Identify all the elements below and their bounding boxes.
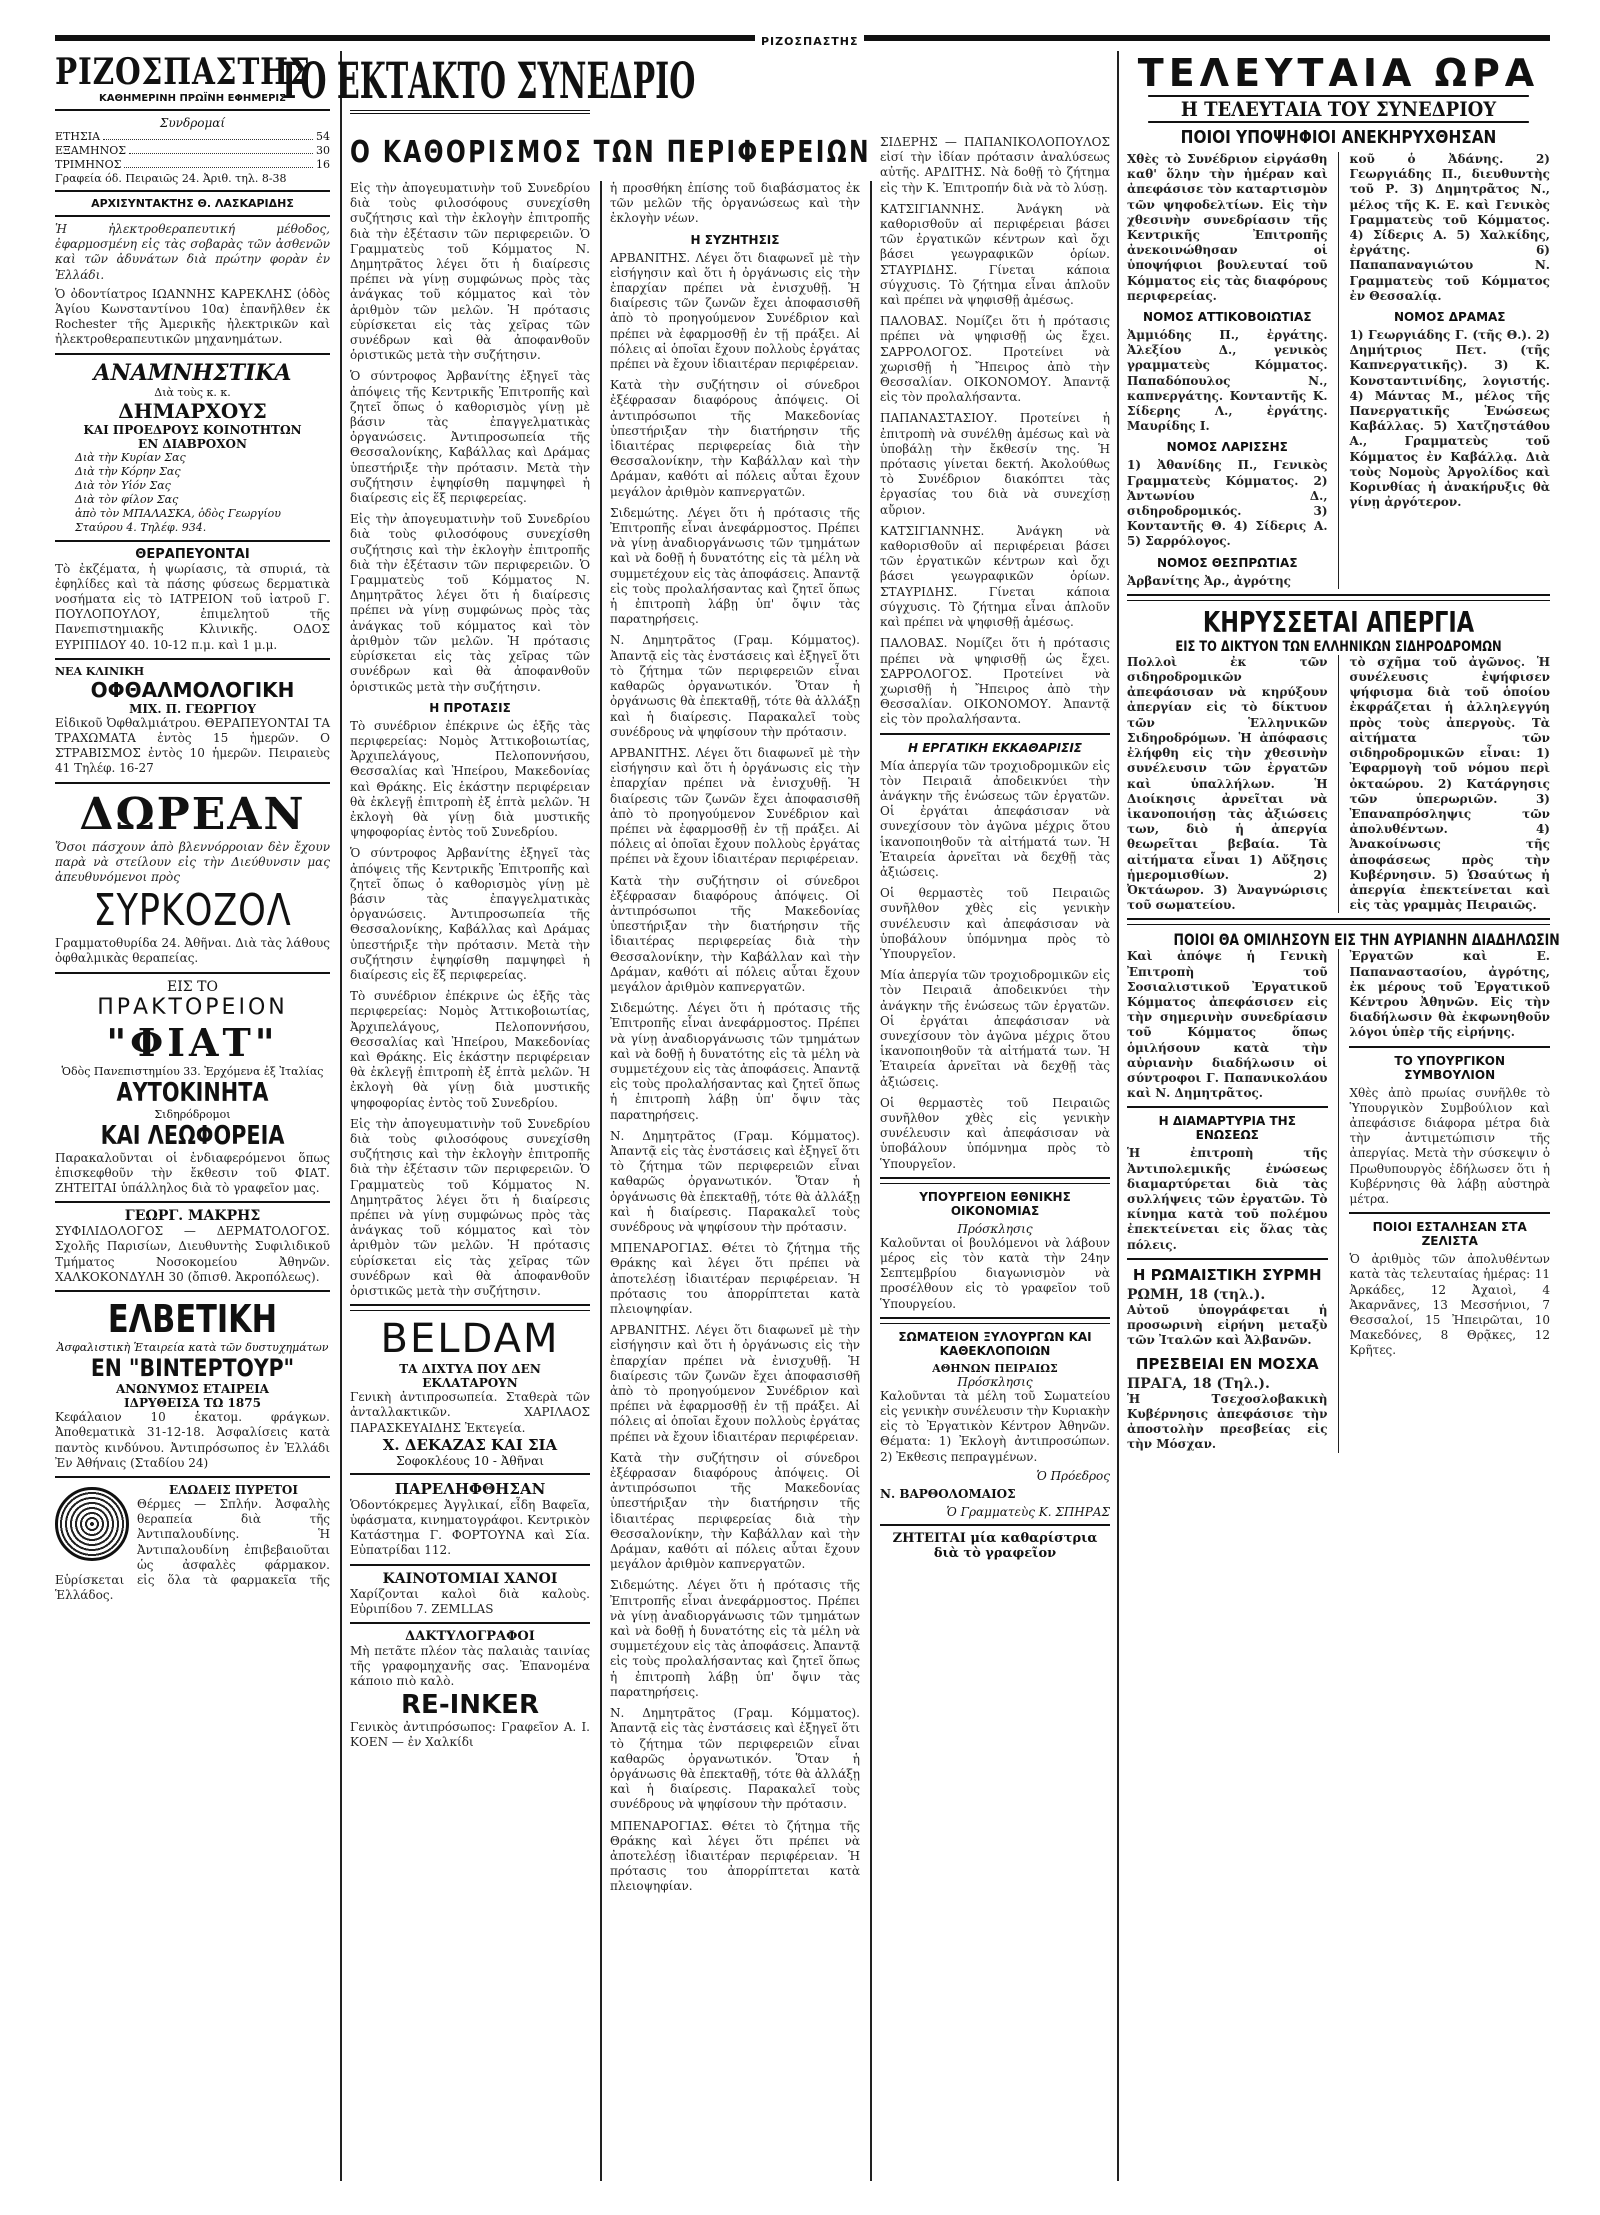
- section-heading-protest: Η ΔΙΑΜΑΡΤΥΡΙΑ ΤΗΣ ΕΝΩΣΕΩΣ: [1158, 1114, 1296, 1143]
- headline-last-hour: ΤΕΛΕΥΤΑΙΑ ΩΡΑ: [1137, 51, 1540, 95]
- article-paragraph: Ἐργατῶν καὶ Ε. Παπαναστασίου, ἀγρότης, ἐκ μέρους τοῦ Ἐργατικοῦ Κέντρου Ἀθηνῶν. Εἰς τὴν διαδήλωσιν θὰ ἐκφωνηθοῦν λόγοι ὑπὲρ τῆς εἰρήνης.: [1349, 949, 1550, 1040]
- ad-heading-reinker: RE-INKER: [401, 1689, 539, 1720]
- column-2-body: Εἰς τὴν ἀπογευματινὴν τοῦ Συνεδρίου διὰ τοὺς φιλοσόφους συνεχίσθη συζήτησις καὶ τὴν ἐκλογὴν ἐπιτροπῆς διὰ τὴν ἐξέτασιν τῶν περιφερειῶν. Ὁ Γραμματεὺς τοῦ Κόμματος Ν. Δημητρᾶτος λέγει ὅτι ἡ διαίρεσις πρέπει νὰ γίνῃ συμφώνως πρὸς τὰς ἀνάγκας τοῦ κόμματος καὶ τὸν ἀριθμὸν τῶν μελῶν. Ἡ πρότασις εὑρίσκεται εἰς τὰς χεῖρας τῶν συνέδρων καὶ θὰ ἀποφανθοῦν ὁριστικῶς μετὰ τὴν συζήτησιν. Ὁ σύντροφος Ἀρβανίτης ἐξηγεῖ τὰς ἀπόψεις τῆς Κεντρικῆς Ἐπιτροπῆς καὶ ζητεῖ ὅπως ὁ καθορισμὸς γίνῃ μὲ βάσιν τὰς ἐπαγγελματικὰς ὀργανώσεις. Ἀντιπροσωπεία τῆς Θεσσαλονίκης, Καβάλλας καὶ Δράμας ὑπεστήριξε τὴν πρότασιν. Μετὰ τὴν συζήτησιν ἐψηφίσθη παμψηφεὶ ἡ διαίρεσις εἰς ἕξ περιφερείας. Εἰς τὴν ἀπογευματινὴν τοῦ Συνεδρίου διὰ τοὺς φιλοσόφους συνεχίσθη συζήτησις καὶ τὴν ἐκλογὴν ἐπιτροπῆς διὰ τὴν ἐξέτασιν τῶν περιφερειῶν. Ὁ Γραμματεὺς τοῦ Κόμματος Ν. Δημητρᾶτος λέγει ὅτι ἡ διαίρεσις πρέπει νὰ γίνῃ συμφώνως πρὸς τὰς ἀνάγκας τοῦ κόμματος καὶ τὸν ἀριθμὸν τῶν μελῶν. Ἡ πρότασις εὑρίσκεται εἰς τὰς χεῖρας τῶν συνέδρων καὶ θὰ ἀποφανθοῦν ὁριστικῶς μετὰ τὴν συζήτησιν. Η ΠΡΟΤΑΣΙΣ Τὸ συνέδριον ἐπέκρινε ὡς ἑξῆς τὰς περιφερείας: Νομὸς Ἀττικοβοιωτίας, Ἀρχιπελάγους, Πελοποννήσου, Θεσσαλίας καὶ Ἠπείρου, Μακεδονίας καὶ Θράκης. Εἰς ἑκάστην περιφέρειαν θὰ ἐκλεγῇ ἐπιτροπὴ ἐξ ἑπτὰ μελῶν. Ἡ ἐκλογὴ θὰ γίνῃ διὰ μυστικῆς ψηφοφορίας ἐντὸς τοῦ Συνεδρίου. Ὁ σύντροφος Ἀρβανίτης ἐξηγεῖ τὰς ἀπόψεις τῆς Κεντρικῆς Ἐπιτροπῆς καὶ ζητεῖ ὅπως ὁ καθορισμὸς γίνῃ μὲ βάσιν τὰς ἐπαγγελματικὰς ὀργανώσεις. Ἀντιπροσωπεία τῆς Θεσσαλονίκης, Καβάλλας καὶ Δράμας ὑπεστήριξε τὴν πρότασιν. Μετὰ τὴν συζήτησιν ἐψηφίσθη παμψηφεὶ ἡ διαίρεσις εἰς ἕξ περιφερείας. Τὸ συνέδριον ἐπέκρινε ὡς ἑξῆς τὰς περιφερείας: Νομὸς Ἀττικοβοιωτίας, Ἀρχιπελάγους, Πελοποννήσου, Θεσσαλίας καὶ Ἠπείρου, Μακεδονίας καὶ Θράκης. Εἰς ἑκάστην περιφέρειαν θὰ ἐκλεγῇ ἐπιτροπὴ ἐξ ἑπτὰ μελῶν. Ἡ ἐκλογὴ θὰ γίνῃ διὰ μυστικῆς ψηφοφορίας ἐντὸς τοῦ Συνεδρίου. Εἰς τὴν ἀπογευματινὴν τοῦ Συνεδρίου διὰ τοὺς φιλοσόφους συνεχίσθη συζήτησις καὶ τὴν ἐκλογὴν ἐπιτροπῆς διὰ τὴν ἐξέτασιν τῶν περιφερειῶν. Ὁ Γραμματεὺς τοῦ Κόμματος Ν. Δημητρᾶτος λέγει ὅτι ἡ διαίρεσις πρέπει νὰ γίνῃ συμφώνως πρὸς τὰς ἀνάγκας τοῦ κόμματος καὶ τὸν ἀριθμὸν τῶν μελῶν. Ἡ πρότασις εὑρίσκεται εἰς τὰς χεῖρας τῶν συνέδρων καὶ θὰ ἀποφανθοῦν ὁριστικῶς μετὰ τὴν συζήτησιν. BELDAM ΤΑ ΔΙΧΤΥΑ ΠΟΥ ΔΕΝ ΕΚΛΑΤΑΡΟΥΝ Γενικὴ ἀντιπροσωπεία. Σταθερὰ τῶν ἀνταλλακτικῶν. ΧΑΡΙΛΑΟΣ ΠΑΡΑΣΚΕΥΑΙΔΗΣ Ἐκτεγεία. Χ. ΔΕΚΑΖΑΣ ΚΑΙ ΣΙΑ Σοφοκλέους 10 - Ἀθῆναι ΠΑΡΕΛΗΦΘΗΣΑΝ Ὁδοντόκρεμες Ἀγγλικαί, εἶδη Βαφεῖα, ὑφάσματα, κινηματογράφοι. Κεντρικὸν Κατάστημα Γ. ΦΟΡΤΟΥΝΑ καὶ Σία. Εὐπατρίδαι 112. ΚΑΙΝΟΤΟΜΙΑΙ ΧΑΝΟΙ Χαρίζονται καλοὶ διὰ καλοὺς. Εὐριπίδου 7. ZEMLLAS ΔΑΚΤΥΛΟΓΡΑΦΟΙ Μὴ πετᾶτε πλέον τὰς παλαιὰς ταινίας τῆς γραφομηχανῆς σας. Ἐπανομένα κάποιο πιὸ καλὸ. RE-INKER Γενικὸς ἀντιπρόσωπος: Γραφεῖον Α. Ι. ΚΟΕΝ — ἐν Χαλκίδι: [350, 181, 590, 1749]
- article-paragraph: Χθὲς τὸ Συνέδριον εἰργάσθη καθ' ὅλην τὴν ἡμέραν καὶ ἀπεφάσισε τὸν καταρτισμὸν τῶν ψηφοδελτίων. Εἰς τὴν χθεσινὴν συνεδρίασιν τῆς Κεντρικῆς Ἐπιτροπῆς ἀνεκοινώθησαν οἱ ὑποψήφιοι βουλευταί τοῦ Κόμματος εἰς τὰς διαφόρους περιφερείας.: [1127, 152, 1328, 303]
- ad-ophthalmology: Εἰδικοῦ Ὀφθαλμιάτρου. ΘΕΡΑΠΕΥΟΝΤΑΙ ΤΑ ΤΡΑΧΩΜΑΤΑ ἐντὸς 15 ἡμερῶν. Ο ΣΤΡΑΒΙΣΜΟΣ ἐντὸς 10 ἡμερῶν. Πειραιεὺς 41 Τηλέφ. 16-27: [55, 715, 330, 776]
- article-paragraph: Ὁ ἀριθμὸς τῶν ἀπολυθέντων κατὰ τὰς τελευταίας ἡμέρας: 11 Ἀρκάδες, 12 Ἀχαιοὶ, 4 Ἀκαρνᾶνες, 13 Μεσσήνιοι, 7 Θεσσαλοί, 15 Ἠπειρῶται, 10 Μακεδόνες, 8 Θρᾷκες, 12 Κρῆτες.: [1349, 1252, 1550, 1358]
- column-rule: [1117, 51, 1119, 2181]
- main-subheadline: Ο ΚΑΘΟΡΙΣΜΟΣ ΤΩΝ ΠΕΡΙΦΕΡΕΙΩΝ: [350, 135, 871, 170]
- article-paragraph: ΚΑΤΣΙΓΙΑΝΝΗΣ. Ἀνάγκη νὰ καθορισθοῦν αἱ περιφέρειαι βάσει τῶν ἐργατικῶν κέντρων καὶ ὄχι βάσει γεωγραφικῶν ὁρίων. ΣΤΑΥΡΙΔΗΣ. Γίνεται κάποια σύγχυσις. Τὸ ζήτημα εἶναι ἁπλοῦν καὶ πρέπει νὰ ψηφισθῇ ἀμέσως.: [880, 201, 1110, 308]
- subscription-row: ΕΤΗΣΙΑ 54: [55, 130, 330, 143]
- article-paragraph: ΑΡΒΑΝΙΤΗΣ. Λέγει ὅτι διαφωνεῖ μὲ τὴν εἰσήγησιν καὶ ὅτι ἡ ὀργάνωσις εἰς τὴν ἐπαρχίαν πρέπει νὰ ἐνισχυθῇ. Ἡ διαίρεσις τῶν ζωνῶν ἔχει ἀποφασισθῆ ἀπὸ τὸ προηγούμενον Συνέδριον καὶ πρέπει νὰ ἐφαρμοσθῇ ἐν τῇ πράξει. Αἱ πόλεις αἱ ὁποῖαι ἔχουν πολλοὺς ἐργάτας πρέπει νὰ ἔχουν ἰδιαιτέραν περιφέρειαν.: [610, 745, 860, 867]
- ad-fiat: Παρακαλοῦνται οἱ ἐνδιαφερόμενοι ὅπως ἐπισκεφθοῦν τὴν ἔκθεσιν τοῦ ΦΙΑΤ. ΖΗΤΕΙΤΑΙ ὑπάλληλος διὰ τὸ γραφεῖον μας.: [55, 1150, 330, 1196]
- candidate-list: Ἀρβανίτης Ἀρ., ἀγρότης: [1127, 573, 1291, 588]
- ad-heading-helvetia: ΕΛΒΕΤΙΚΗ: [107, 1297, 278, 1342]
- subscriptions-title: Συνδρομαί: [159, 116, 226, 130]
- seal-icon: [55, 1487, 129, 1561]
- ad-novelties: Χαρίζονται καλοὶ διὰ καλοὺς. Εὐριπίδου 7. ZEMLLAS: [350, 1586, 590, 1616]
- article-paragraph: ΠΑΛΟΒΑΣ. Νομίζει ὅτι ἡ πρότασις πρέπει νὰ ψηφισθῇ ὡς ἔχει. ΣΑΡΡΟΛΟΓΟΣ. Προτείνει νὰ χωρισθῇ ἡ Ἤπειρος ἀπὸ τὴν Θεσσαλίαν. ΟΙΚΟΝΟΜΟΥ. Ἀπαντᾷ εἰς τὸν προλαλήσαντα.: [880, 636, 1110, 727]
- ad-makris: ΣΥΦΙΛΙΔΟΛΟΓΟΣ — ΔΕΡΜΑΤΟΛΟΓΟΣ. Σχολῆς Παρισίων, Διευθυντὴς Συφιλιδικοῦ Τμήματος Νοσοκομείου Ἀθηνῶν. ΧΑΛΚΟΚΟΝΔΥΛΗ 30 (ὄπισθ. Ἀκροπόλεως).: [55, 1224, 330, 1284]
- article-paragraph: Ἡ ἐπιτροπὴ τῆς Ἀντιπολεμικῆς ἑνώσεως διαμαρτύρεται διὰ τὰς συλλήψεις τῶν ἐργατῶν. Τὸ κίνημα κατὰ τοῦ πολέμου ἐπεκτείνεται εἰς ὅλας τὰς πόλεις.: [1127, 1146, 1328, 1252]
- column-rule: [870, 181, 872, 2181]
- paper-subtitle: ΚΑΘΗΜΕΡΙΝΗ ΠΡΩΪΝΗ ΕΦΗΜΕΡΙΣ: [99, 93, 286, 104]
- candidates-section: [1127, 152, 1550, 589]
- section-heading-moscow: ΠΡΕΣΒΕΙΑΙ ΕΝ ΜΟΣΧΑ: [1135, 1354, 1319, 1373]
- ad-heading-syrkozol: ΣΥΡΚΟΖΟΛ: [93, 885, 292, 937]
- article-paragraph: Ὁ σύντροφος Ἀρβανίτης ἐξηγεῖ τὰς ἀπόψεις τῆς Κεντρικῆς Ἐπιτροπῆς καὶ ζητεῖ ὅπως ὁ καθορισμὸς γίνῃ μὲ βάσιν τὰς ἐπαγγελματικὰς ὀργανώσεις. Ἀντιπροσωπεία τῆς Θεσσαλονίκης, Καβάλλας καὶ Δράμας ὑπεστήριξε τὴν πρότασιν. Μετὰ τὴν συζήτησιν ἐψηφίσθη παμψηφεὶ ἡ διαίρεσις εἰς ἕξ περιφερείας.: [350, 846, 590, 982]
- column-rule: [1338, 152, 1340, 589]
- article-paragraph: Καὶ ἀπόψε ἡ Γενικὴ Ἐπιτροπὴ τοῦ Σοσιαλιστικοῦ Ἐργατικοῦ Κόμματος ἀπεφάσισεν εἰς τὴν σημερινὴν συνεδρίασιν τοῦ Κόμματος ὅπως ὁμιλήσουν κατὰ τὴν αὐριανὴν διαδήλωσιν οἱ σύντροφοι Γ. Παπανικολάου καὶ Ν. Δημητρᾶτος.: [1127, 949, 1328, 1101]
- article-paragraph: Εἰς τὴν ἀπογευματινὴν τοῦ Συνεδρίου διὰ τοὺς φιλοσόφους συνεχίσθη συζήτησις καὶ τὴν ἐκλογὴν ἐπιτροπῆς διὰ τὴν ἐξέτασιν τῶν περιφερειῶν. Ὁ Γραμματεὺς τοῦ Κόμματος Ν. Δημητρᾶτος λέγει ὅτι ἡ διαίρεσις πρέπει νὰ γίνῃ συμφώνως πρὸς τὰς ἀνάγκας τοῦ κόμματος καὶ τὸν ἀριθμὸν τῶν μελῶν. Ἡ πρότασις εὑρίσκεται εἰς τὰς χεῖρας τῶν συνέδρων καὶ θὰ ἀποφανθοῦν ὁριστικῶς μετὰ τὴν συζήτησιν.: [350, 181, 590, 363]
- ad-electrotherapy: Ἡ ἠλεκτροθεραπευτική μέθοδος, ἐφαρμοσμένη εἰς τὰς σοβαρὰς τῶν ἀσθενῶν καὶ τῶν ἀδυνάτων διὰ πρώτην φορὰν ἐν Ἑλλάδι.: [55, 222, 330, 282]
- ad-heading-novelties: ΚΑΙΝΟΤΟΜΙΑΙ ΧΑΝΟΙ: [382, 1570, 558, 1587]
- article-paragraph: ΑΡΒΑΝΙΤΗΣ. Λέγει ὅτι διαφωνεῖ μὲ τὴν εἰσήγησιν καὶ ὅτι ἡ ὀργάνωσις εἰς τὴν ἐπαρχίαν πρέπει νὰ ἐνισχυθῇ. Ἡ διαίρεσις τῶν ζωνῶν ἔχει ἀποφασισθῆ ἀπὸ τὸ προηγούμενον Συνέδριον καὶ πρέπει νὰ ἐφαρμοσθῇ ἐν τῇ πράξει. Αἱ πόλεις αἱ ὁποῖαι ἔχουν πολλοὺς ἐργάτας πρέπει νὰ ἔχουν ἰδιαιτέραν περιφέρειαν.: [610, 250, 860, 372]
- article-paragraph: Σιδεμώτης. Λέγει ὅτι ἡ πρότασις τῆς Ἐπιτροπῆς εἶναι ἀνεφάρμοστος. Πρέπει νὰ γίνῃ ἀναδιοργάνωσις τῶν τμημάτων καὶ νὰ δοθῇ ἡ δυνατότης εἰς τὰ μέλη νὰ συμμετέχουν εἰς τὰς ἀποφάσεις. Ἀπαντᾷ εἰς τοὺς προλαλήσαντας καὶ ζητεῖ ὅπως ἡ ἐπιτροπὴ λάβῃ ὑπ' ὄψιν τὰς παρατηρήσεις.: [610, 1578, 860, 1699]
- headline-last-session: Η ΤΕΛΕΥΤΑΙΑ ΤΟΥ ΣΥΝΕΔΡΙΟΥ: [1148, 95, 1529, 123]
- article-paragraph: Ν. Δημητρᾶτος (Γραμ. Κόμματος). Ἀπαντᾷ εἰς τὰς ἐνστάσεις καὶ ἐξηγεῖ ὅτι τὸ ζήτημα τῶν περιφερειῶν εἶναι καθαρῶς ὀργανωτικόν. Ὅταν ἡ ὀργάνωσις θὰ ἐπεκταθῇ, τότε θὰ ἀλλάξῃ καὶ ἡ διαίρεσις. Παρακαλεῖ τοὺς συνέδρους νὰ ψηφίσουν τὴν πρότασιν.: [610, 633, 860, 739]
- candidate-list: 1) Ἀθανίδης Π., Γενικὸς Γραμματεὺς Κόμματος. 2) Ἀντωνίου Δ., σιδηροδρομικός. 3) Κονταντῆς Θ. 4) Σίδερις Α. 5) Σαρρόλογος.: [1127, 458, 1328, 549]
- section-heading-rome: Η ΡΩΜΑΙΣΤΙΚΗ ΣΥΡΜΗ: [1132, 1265, 1322, 1284]
- article-paragraph: Εἰς τὴν ἀπογευματινὴν τοῦ Συνεδρίου διὰ τοὺς φιλοσόφους συνεχίσθη συζήτησις καὶ τὴν ἐκλογὴν ἐπιτροπῆς διὰ τὴν ἐξέτασιν τῶν περιφερειῶν. Ὁ Γραμματεὺς τοῦ Κόμματος Ν. Δημητρᾶτος λέγει ὅτι ἡ διαίρεσις πρέπει νὰ γίνῃ συμφώνως πρὸς τὰς ἀνάγκας τοῦ κόμματος καὶ τὸν ἀριθμὸν τῶν μελῶν. Ἡ πρότασις εὑρίσκεται εἰς τὰς χεῖρας τῶν συνέδρων καὶ θὰ ἀποφανθοῦν ὁριστικῶς μετὰ τὴν συζήτησιν.: [350, 1116, 590, 1299]
- article-paragraph: Οἱ θερμαστὲς τοῦ Πειραιῶς συνῆλθον χθὲς εἰς γενικὴν συνέλευσιν καὶ ἀπεφάσισαν νὰ ὑποβάλουν ὑπόμνημα πρὸς τὸ Ὑπουργεῖον.: [880, 1095, 1110, 1171]
- section-heading-epirus: ΝΟΜΟΣ ΘΕΣΠΡΩΤΙΑΣ: [1156, 555, 1298, 570]
- section-heading-worker-settlement: Η ΕΡΓΑΤΙΚΗ ΕΚΚΑΘΑΡΙΣΙΣ: [907, 740, 1082, 755]
- dateline-prague: ΠΡΑΓΑ, 18 (Τηλ.).: [1127, 1375, 1270, 1392]
- ad-heading-free: ΔΩΡΕΑΝ: [79, 788, 306, 840]
- section-heading-dismissed: ΠΟΙΟΙ ΕΣΤΑΛΗΣΑΝ ΣΤΑ ΖΕΛΙΣΤΑ: [1372, 1220, 1527, 1249]
- notice-heading-union: ΣΩΜΑΤΕΙΟΝ ΞΥΛΟΥΡΓΩΝ ΚΑΙ ΚΑΘΕΚΛΟΠΟΙΩΝ: [898, 1329, 1092, 1358]
- ad-heading-makris: ΓΕΩΡΓ. ΜΑΚΡΗΣ: [124, 1208, 261, 1225]
- editor-in-chief: ΑΡΧΙΣΥΝΤΑΚΤΗΣ Θ. ΛΑΣΚΑΡΙΔΗΣ: [91, 197, 294, 210]
- headline-strike: ΚΗΡΥΣΣΕΤΑΙ ΑΠΕΡΓΙΑ: [1202, 605, 1475, 639]
- office-address: Γραφεία όδ. Πειραιῶς 24. Ἀριθ. τηλ. 8-38: [55, 172, 287, 185]
- headline-candidates: ΠΟΙΟΙ ΥΠΟΨΗΦΙΟΙ ΑΝΕΚΗΡΥΧΘΗΣΑΝ: [1180, 127, 1497, 148]
- commemoratives-list: Διὰ τὴν Κυρίαν Σας Διὰ τὴν Κόρην Σας Διὰ τὸν Υἱόν Σας Διὰ τὸν φίλον Σας ἀπὸ τὸν ΜΠΑΛΑΣΚΑ, ὁδὸς Γεωργίου Σταύρου 4. Τηλέφ. 934.: [75, 450, 281, 534]
- ad-malaria: ΕΛΩΔΕΙΣ ΠΥΡΕΤΟΙ Θέρμες — Σπλήν. Ἀσφαλὴς θεραπεία διὰ τῆς Ἀντιπαλουδίνης. Ἡ Ἀντιπαλουδίνη ἐπιβεβαιοῦται ὡς ἀσφαλὲς φάρμακον. Εὑρίσκεται εἰς ὅλα τὰ φαρμακεῖα τῆς Ἑλλάδος.: [55, 1482, 330, 1603]
- ad-heading-buses: ΚΑΙ ΛΕΩΦΟΡΕΙΑ: [100, 1120, 285, 1151]
- ad-heading-fiat: "ΦΙΑΤ": [106, 1019, 279, 1065]
- article-paragraph: Ὁ σύντροφος Ἀρβανίτης ἐξηγεῖ τὰς ἀπόψεις τῆς Κεντρικῆς Ἐπιτροπῆς καὶ ζητεῖ ὅπως ὁ καθορισμὸς γίνῃ μὲ βάσιν τὰς ἐπαγγελματικὰς ὀργανώσεις. Ἀντιπροσωπεία τῆς Θεσσαλονίκης, Καβάλλας καὶ Δράμας ὑπεστήριξε τὴν πρότασιν. Μετὰ τὴν συζήτησιν ἐψηφίσθη παμψηφεὶ ἡ διαίρεσις εἰς ἕξ περιφερείας.: [350, 369, 590, 506]
- ad-dentist: Ὁ ὀδοντίατρος ΙΩΑΝΝΗΣ ΚΑΡΕΚΛΗΣ (ὁδὸς Ἁγίου Κωνσταντίνου 10α) ἐπανῆλθεν ἐκ Rochester τῆς Ἀμερικῆς ἠλεκτρικῶν καὶ ἠλεκτροθεραπευτικῶν μηχανημάτων.: [55, 286, 330, 347]
- ad-winterthur: Κεφάλαιον 10 ἑκατομ. φράγκων. Ἀποθεματικὰ 31-12-18. Ἀσφαλίσεις κατὰ παντὸς κινδύνου. Ἀντιπρόσωπος ἐν Ἑλλάδι Ἐν Ἀθήναις (Σταδίου 24): [55, 1410, 330, 1470]
- article-paragraph: ΜΠΕΝΑΡΟΓΙΑΣ. Θέτει τὸ ζήτημα τῆς Θράκης καὶ λέγει ὅτι πρέπει νὰ ἀποτελέσῃ ἰδιαιτέραν περιφέρειαν. Ἡ πρότασις του ἀπορρίπτεται κατὰ πλειοψηφίαν.: [610, 1818, 860, 1894]
- ad-reinker: Γενικὸς ἀντιπρόσωπος: Γραφεῖον Α. Ι. ΚΟΕΝ — ἐν Χαλκίδι: [350, 1719, 590, 1749]
- newspaper-page: [55, 35, 1560, 2185]
- article-paragraph: Σιδεμώτης. Λέγει ὅτι ἡ πρότασις τῆς Ἐπιτροπῆς εἶναι ἀνεφάρμοστος. Πρέπει νὰ γίνῃ ἀναδιοργάνωσις τῶν τμημάτων καὶ νὰ δοθῇ ἡ δυνατότης εἰς τὰ μέλη νὰ συμμετέχουν εἰς τὰς ἀποφάσεις. Ἀπαντᾷ εἰς τοὺς προλαλήσαντας καὶ ζητεῖ ὅπως ἡ ἐπιτροπὴ λάβῃ ὑπ' ὄψιν τὰς παρατηρήσεις.: [610, 505, 860, 627]
- signature-president: Ὁ Πρόεδρος: [1036, 1468, 1110, 1483]
- section-heading-drama: ΝΟΜΟΣ ΔΡΑΜΑΣ: [1393, 310, 1506, 325]
- article-paragraph: ΜΠΕΝΑΡΟΓΙΑΣ. Θέτει τὸ ζήτημα τῆς Θράκης καὶ λέγει ὅτι πρέπει νὰ ἀποτελέσῃ ἰδιαιτέραν περιφέρειαν. Ἡ πρότασις του ἀπορρίπτεται κατὰ πλειοψηφίαν.: [610, 1241, 860, 1317]
- article-paragraph: τὸ σχῆμα τοῦ ἀγῶνος. Ἡ συνέλευσις ἐψήφισεν ψήφισμα διὰ τοῦ ὁποίου ἐκφράζεται ἡ ἀλληλεγγύη πρὸς τοὺς ἀπεργοὺς. Τὰ αἰτήματα τῶν σιδηροδρομικῶν εἶναι: 1) Ἐφαρμογὴ τοῦ νόμου περὶ ὀκταώρου. 2) Κατάργησις τῶν ὑπερωριῶν. 3) Ἐπαναπρόσληψις τῶν ἀπολυθέντων. 4) Ἀνακοίνωσις τῆς ἀποφάσεως πρὸς τὴν Κυβέρνησιν. 5) Ὡσαύτως ἡ ἀπεργία ἐπεκτείνεται καὶ εἰς τὰς γραμμὰς Πειραιῶς.: [1349, 654, 1550, 913]
- notice-union: Καλοῦνται τὰ μέλη τοῦ Σωματείου εἰς γενικὴν συνέλευσιν τὴν Κυριακὴν εἰς τὸ Ἐργατικὸν Κέντρον Ἀθηνῶν. Θέματα: 1) Ἐκλογὴ ἀντιπροσώπων. 2) Ἐκθεσις πεπραγμένων.: [880, 1388, 1110, 1464]
- ad-heading-treatment: ΘΕΡΑΠΕΥΟΝΤΑΙ: [135, 546, 250, 562]
- article-paragraph: Κατὰ τὴν συζήτησιν οἱ σύνεδροι ἐξέφρασαν διαφόρους ἀπόψεις. Οἱ ἀντιπρόσωποι τῆς Μακεδονίας ὑπεστήριξαν τὴν διατήρησιν τῆς ἰδιαιτέρας περιφερείας διὰ τὴν Θεσσαλονίκην, τὴν Καβάλλαν καὶ τὴν Δράμαν, καθότι αἱ πόλεις αὗται ἔχουν μεγάλον ἀριθμὸν καπνεργατῶν.: [610, 1450, 860, 1572]
- main-headline: ΤΟ ΕΚΤΑΚΤΟ ΣΥΝΕΔΡΙΟ: [350, 51, 590, 114]
- article-paragraph: ΠΑΠΑΝΑΣΤΑΣΙΟΥ. Προτείνει ἡ ἐπιτροπὴ νὰ συνέλθῃ ἀμέσως καὶ νὰ ὑποβάλῃ τὴν ἔκθεσίν της. Ἡ πρότασις γίνεται δεκτή. Ἀκολούθως τὸ Συνέδριον διακόπτει τὰς ἐργασίας του διὰ νὰ συνεχίσῃ αὔριον.: [880, 411, 1110, 517]
- article-paragraph: Χθὲς ἀπὸ πρωίας συνῆλθε τὸ Ὑπουργικὸν Συμβούλιον καὶ ἀπεφάσισε διάφορα μέτρα διὰ τὴν ἀντιμετώπισιν τῆς ἀπεργίας. Μετὰ τὴν σύσκεψιν ὁ Πρωθυπουργὸς ἐδήλωσεν ὅτι ἡ Κυβέρνησις θὰ λάβῃ αὐστηρὰ μέτρα.: [1349, 1085, 1550, 1206]
- ad-heading-commemoratives: ΑΝΑΜΝΗΣΤΙΚΑ: [93, 359, 292, 386]
- ad-heading-dekazas: Χ. ΔΕΚΑΖΑΣ ΚΑΙ ΣΙΑ: [382, 1435, 558, 1454]
- column-rule: [340, 51, 342, 2181]
- article-paragraph: Εἰς τὴν ἀπογευματινὴν τοῦ Συνεδρίου διὰ τοὺς φιλοσόφους συνεχίσθη συζήτησις καὶ τὴν ἐκλογὴν ἐπιτροπῆς διὰ τὴν ἐξέτασιν τῶν περιφερειῶν. Ὁ Γραμματεὺς τοῦ Κόμματος Ν. Δημητρᾶτος λέγει ὅτι ἡ διαίρεσις πρέπει νὰ γίνῃ συμφώνως πρὸς τὰς ἀνάγκας τοῦ κόμματος καὶ τὸν ἀριθμὸν τῶν μελῶν. Ἡ πρότασις εὑρίσκεται εἰς τὰς χεῖρας τῶν συνέδρων καὶ θὰ ἀποφανθοῦν ὁριστικῶς μετὰ τὴν συζήτησιν.: [350, 512, 590, 694]
- column-4: ΣΙΔΕΡΗΣ — ΠΑΠΑΝΙΚΟΛΟΠΟΥΛΟΣ εἰσί τὴν ἰδίαν πρότασιν ἀναλύσεως αὐτῆς. ΑΡΔΙΤΗΣ. Νὰ δοθῇ τὸ ζήτημα εἰς τὴν Κ. Ἐπιτροπήν διὰ νὰ τὸ λύσῃ. ΚΑΤΣΙΓΙΑΝΝΗΣ. Ἀνάγκη νὰ καθορισθοῦν αἱ περιφέρειαι βάσει τῶν ἐργατικῶν κέντρων καὶ ὄχι βάσει γεωγραφικῶν ὁρίων. ΣΤΑΥΡΙΔΗΣ. Γίνεται κάποια σύγχυσις. Τὸ ζήτημα εἶναι ἁπλοῦν καὶ πρέπει νὰ ψηφισθῇ ἀμέσως. ΠΑΛΟΒΑΣ. Νομίζει ὅτι ἡ πρότασις πρέπει νὰ ψηφισθῇ ὡς ἔχει. ΣΑΡΡΟΛΟΓΟΣ. Προτείνει νὰ χωρισθῇ ἡ Ἤπειρος ἀπὸ τὴν Θεσσαλίαν. ΟΙΚΟΝΟΜΟΥ. Ἀπαντᾷ εἰς τὸν προλαλήσαντα. ΠΑΠΑΝΑΣΤΑΣΙΟΥ. Προτείνει ἡ ἐπιτροπὴ νὰ συνέλθῃ ἀμέσως καὶ νὰ ὑποβάλῃ τὴν ἔκθεσίν της. Ἡ πρότασις γίνεται δεκτή. Ἀκολούθως τὸ Συνέδριον διακόπτει τὰς ἐργασίας του διὰ νὰ συνεχίσῃ αὔριον. ΚΑΤΣΙΓΙΑΝΝΗΣ. Ἀνάγκη νὰ καθορισθοῦν αἱ περιφέρειαι βάσει τῶν ἐργατικῶν κέντρων καὶ ὄχι βάσει γεωγραφικῶν ὁρίων. ΣΤΑΥΡΙΔΗΣ. Γίνεται κάποια σύγχυσις. Τὸ ζήτημα εἶναι ἁπλοῦν καὶ πρέπει νὰ ψηφισθῇ ἀμέσως. ΠΑΛΟΒΑΣ. Νομίζει ὅτι ἡ πρότασις πρέπει νὰ ψηφισθῇ ὡς ἔχει. ΣΑΡΡΟΛΟΓΟΣ. Προτείνει νὰ χωρισθῇ ἡ Ἤπειρος ἀπὸ τὴν Θεσσαλίαν. ΟΙΚΟΝΟΜΟΥ. Ἀπαντᾷ εἰς τὸν προλαλήσαντα. Η ΕΡΓΑΤΙΚΗ ΕΚΚΑΘΑΡΙΣΙΣ Μία ἀπεργία τῶν τροχιοδρομικῶν εἰς τὸν Πειραιᾶ ἀποδεικνύει τὴν ἀνάγκην τῆς ἑνώσεως τῶν ἐργατῶν. Οἱ ἐργάται ἀπεφάσισαν νὰ συνεχίσουν τὸν ἀγῶνα μέχρις ὅτου ἱκανοποιηθοῦν τὰ αἰτήματά των. Ἡ Ἑταιρεία ἀρνεῖται νὰ δεχθῇ τὰς ἀξιώσεις. Οἱ θερμαστὲς τοῦ Πειραιῶς συνῆλθον χθὲς εἰς γενικὴν συνέλευσιν καὶ ἀπεφάσισαν νὰ ὑποβάλουν ὑπόμνημα πρὸς τὸ Ὑπουργεῖον. Μία ἀπεργία τῶν τροχιοδρομικῶν εἰς τὸν Πειραιᾶ ἀποδεικνύει τὴν ἀνάγκην τῆς ἑνώσεως τῶν ἐργατῶν. Οἱ ἐργάται ἀπεφάσισαν νὰ συνεχίσουν τὸν ἀγῶνα μέχρις ὅτου ἱκανοποιηθοῦν τὰ αἰτήματά των. Ἡ Ἑταιρεία ἀρνεῖται νὰ δεχθῇ τὰς ἀξιώσεις. Οἱ θερμαστὲς τοῦ Πειραιῶς συνῆλθον χθὲς εἰς γενικὴν συνέλευσιν καὶ ἀπεφάσισαν νὰ ὑποβάλουν ὑπόμνημα πρὸς τὸ Ὑπουργεῖον. ΥΠΟΥΡΓΕΙΟΝ ΕΘΝΙΚΗΣ ΟΙΚΟΝΟΜΙΑΣ Πρόσκλησις Καλοῦνται οἱ βουλόμενοι νὰ λάβουν μέρος εἰς τὸν κατὰ τὴν 24ην Σεπτεμβρίου διαγωνισμὸν νὰ προσέλθουν εἰς τὸ γραφεῖον τοῦ Ὑπουργείου. ΣΩΜΑΤΕΙΟΝ ΞΥΛΟΥΡΓΩΝ ΚΑΙ ΚΑΘΕΚΛΟΠΟΙΩΝ ΑΘΗΝΩΝ ΠΕΙΡΑΙΩΣ Πρόσκλησις Καλοῦνται τὰ μέλη τοῦ Σωματείου εἰς γενικὴν συνέλευσιν τὴν Κυριακὴν εἰς τὸ Ἐργατικὸν Κέντρον Ἀθηνῶν. Θέματα: 1) Ἐκλογὴ ἀντιπροσώπων. 2) Ἐκθεσις πεπραγμένων. Ὁ Πρόεδρος Ν. ΒΑΡΘΟΛΟΜΑΙΟΣ Ὁ Γραμματεὺς Κ. ΣΠΗΡΑΣ ΖΗΤΕΙΤΑΙ μία καθαρίστρια διὰ τὸ γραφεῖον: [880, 135, 1110, 1561]
- article-paragraph: Μία ἀπεργία τῶν τροχιοδρομικῶν εἰς τὸν Πειραιᾶ ἀποδεικνύει τὴν ἀνάγκην τῆς ἑνώσεως τῶν ἐργατῶν. Οἱ ἐργάται ἀπεφάσισαν νὰ συνεχίσουν τὸν ἀγῶνα μέχρις ὅτου ἱκανοποιηθοῦν τὰ αἰτήματά των. Ἡ Ἑταιρεία ἀρνεῖται νὰ δεχθῇ τὰς ἀξιώσεις.: [880, 968, 1110, 1089]
- candidates-left: [1127, 152, 1328, 589]
- article-paragraph: Σιδεμώτης. Λέγει ὅτι ἡ πρότασις τῆς Ἐπιτροπῆς εἶναι ἀνεφάρμοστος. Πρέπει νὰ γίνῃ ἀναδιοργάνωσις τῶν τμημάτων καὶ νὰ δοθῇ ἡ δυνατότης εἰς τὰ μέλη νὰ συμμετέχουν εἰς τὰς ἀποφάσεις. Ἀπαντᾷ εἰς τοὺς προλαλήσαντας καὶ ζητεῖ ὅπως ἡ ἐπιτροπὴ λάβῃ ὑπ' ὄψιν τὰς παρατηρήσεις.: [610, 1001, 860, 1122]
- article-paragraph: Οἱ θερμαστὲς τοῦ Πειραιῶς συνῆλθον χθὲς εἰς γενικὴν συνέλευσιν καὶ ἀπεφάσισαν νὰ ὑποβάλουν ὑπόμνημα πρὸς τὸ Ὑπουργεῖον.: [880, 886, 1110, 961]
- signature-secretary: Ὁ Γραμματεὺς Κ. ΣΠΗΡΑΣ: [946, 1504, 1110, 1519]
- strike-section: [1127, 655, 1550, 913]
- subscription-row: ΕΞΑΜΗΝΟΣ 30: [55, 144, 330, 157]
- article-paragraph: Κατὰ τὴν συζήτησιν οἱ σύνεδροι ἐξέφρασαν διαφόρους ἀπόψεις. Οἱ ἀντιπρόσωποι τῆς Μακεδονίας ὑπεστήριξαν τὴν διατήρησιν τῆς ἰδιαιτέρας περιφερείας διὰ τὴν Θεσσαλονίκην, τὴν Καβάλλαν καὶ τὴν Δράμαν, καθότι αἱ πόλεις αὗται ἔχουν μεγάλον ἀριθμὸν καπνεργατῶν.: [610, 873, 860, 994]
- candidate-list: 1) Γεωργιάδης Γ. (τῆς Θ.). 2) Δημήτριος Πετ. (τῆς Καπνεργατικῆς). 3) Κ. Κονσταντινίδης, λογιστής. 4) Μάντας Μ., μέλος τῆς Πανεργατικῆς Ἑνώσεως Καβάλλας. 5) Χατζηστάθου Α., Γραμματεὺς τοῦ Κόμματος ἐν Καβάλλᾳ. Διὰ τοὺς Νομοὺς Ἀργολίδος καὶ Κορινθίας ἡ ἀνακήρυξις θὰ γίνῃ ἀργότερον.: [1349, 328, 1550, 510]
- article-paragraph: ἡ προσθήκη ἐπίσης τοῦ διαβάσματος ἐκ τῶν μελῶν τῆς ὀργανώσεως καὶ τὴν ἐκλογὴν νέων.: [610, 181, 860, 226]
- notice-ministry: Καλοῦνται οἱ βουλόμενοι νὰ λάβουν μέρος εἰς τὸν κατὰ τὴν 24ην Σεπτεμβρίου διαγωνισμὸν νὰ προσέλθουν εἰς τὸ γραφεῖον τοῦ Ὑπουργείου.: [880, 1235, 1110, 1311]
- article-paragraph: ΠΑΛΟΒΑΣ. Νομίζει ὅτι ἡ πρότασις πρέπει νὰ ψηφισθῇ ὡς ἔχει. ΣΑΡΡΟΛΟΓΟΣ. Προτείνει νὰ χωρισθῇ ἡ Ἤπειρος ἀπὸ τὴν Θεσσαλίαν. ΟΙΚΟΝΟΜΟΥ. Ἀπαντᾷ εἰς τὸν προλαλήσαντα.: [880, 314, 1110, 405]
- subscriptions-table: [55, 130, 330, 172]
- dateline-rome: ΡΩΜΗ, 18 (τηλ.).: [1127, 1286, 1266, 1303]
- ad-heading-mayors: ΔΗΜΑΡΧΟΥΣ: [118, 398, 267, 423]
- masthead-strip: ΡΙΖΟΣΠΑΣΤΗΣ: [755, 35, 864, 48]
- speakers-section: [1127, 949, 1550, 1452]
- notice-wanted: ΖΗΤΕΙΤΑΙ μία καθαρίστρια διὰ τὸ γραφεῖον: [892, 1530, 1098, 1561]
- section-heading-attica: ΝΟΜΟΣ ΑΤΤΙΚΟΒΟΙΩΤΙΑΣ: [1142, 310, 1312, 325]
- notice-heading-ministry: ΥΠΟΥΡΓΕΙΟΝ ΕΘΝΙΚΗΣ ΟΙΚΟΝΟΜΙΑΣ: [919, 1189, 1071, 1218]
- column-1: ΡΙΖΟΣΠΑΣΤΗΣ ΚΑΘΗΜΕΡΙΝΗ ΠΡΩΪΝΗ ΕΦΗΜΕΡΙΣ Συνδρομαί ΕΤΗΣΙΑ 54 ΕΞΑΜΗΝΟΣ 30 ΤΡΙΜΗΝΟΣ 16 Γραφεία όδ. Πειραιῶς 24. Ἀριθ. τηλ. 8-38 ΑΡΧΙΣΥΝΤΑΚΤΗΣ Θ. ΛΑΣΚΑΡΙΔΗΣ Ἡ ἠλεκτροθεραπευτική μέθοδος, ἐφαρμοσμένη εἰς τὰς σοβαρὰς τῶν ἀσθενῶν καὶ τῶν ἀδυνάτων διὰ πρώτην φορὰν ἐν Ἑλλάδι. Ὁ ὀδοντίατρος ΙΩΑΝΝΗΣ ΚΑΡΕΚΛΗΣ (ὁδὸς Ἁγίου Κωνσταντίνου 10α) ἐπανῆλθεν ἐκ Rochester τῆς Ἀμερικῆς ἠλεκτρικῶν καὶ ἠλεκτροθεραπευτικῶν μηχανημάτων. ΑΝΑΜΝΗΣΤΙΚΑ Διὰ τοὺς κ. κ. ΔΗΜΑΡΧΟΥΣ ΚΑΙ ΠΡΟΕΔΡΟΥΣ ΚΟΙΝΟΤΗΤΩΝ ΕΝ ΔΙΑΒΡΟΧΟΝ Διὰ τὴν Κυρίαν Σας Διὰ τὴν Κόρην Σας Διὰ τὸν Υἱόν Σας Διὰ τὸν φίλον Σας ἀπὸ τὸν ΜΠΑΛΑΣΚΑ, ὁδὸς Γεωργίου Σταύρου 4. Τηλέφ. 934. ΘΕΡΑΠΕΥΟΝΤΑΙ Τὸ ἐκζέματα, ἡ ψωρίασις, τὰ σπυριά, τὰ ἐφηλίδες καὶ τὰ πάσης φύσεως δερματικὰ νοσήματα εἰς τὸ ΙΑΤΡΕΙΟΝ τοῦ ἰατροῦ Γ. ΠΟΥΛΟΠΟΥΛΟΥ, ἐπιμελητοῦ τῆς Πανεπιστημιακῆς Κλινικῆς. ΟΔΟΣ ΕΥΡΙΠΙΔΟΥ 40. 10-12 π.μ. καὶ 1 μ.μ. ΝΕΑ ΚΛΙΝΙΚΗ ΟΦΘΑΛΜΟΛΟΓΙΚΗ ΜΙΧ. Π. ΓΕΩΡΓΙΟΥ Εἰδικοῦ Ὀφθαλμιάτρου. ΘΕΡΑΠΕΥΟΝΤΑΙ ΤΑ ΤΡΑΧΩΜΑΤΑ ἐντὸς 15 ἡμερῶν. Ο ΣΤΡΑΒΙΣΜΟΣ ἐντὸς 10 ἡμερῶν. Πειραιεὺς 41 Τηλέφ. 16-27 ΔΩΡΕΑΝ Ὅσοι πάσχουν ἀπὸ βλεννόρροιαν δὲν ἔχουν παρὰ νὰ στείλουν εἰς τὴν Διεύθυνσιν μας ἀπευθυνόμενοι πρὸς ΣΥΡΚΟΖΟΛ Γραμματοθυρίδα 24. Ἀθῆναι. Διὰ τὰς λάθους ὀφθαλμικὰς θεραπείας. ΕΙΣ ΤΟ ΠΡΑΚΤΟΡΕΙΟΝ "ΦΙΑΤ" Ὁδὸς Πανεπιστημίου 33. Ἐρχόμενα ἐξ Ἰταλίας ΑΥΤΟΚΙΝΗΤΑ Σιδηρόδρομοι ΚΑΙ ΛΕΩΦΟΡΕΙΑ Παρακαλοῦνται οἱ ἐνδιαφερόμενοι ὅπως ἐπισκεφθοῦν τὴν ἔκθεσιν τοῦ ΦΙΑΤ. ΖΗΤΕΙΤΑΙ ὑπάλληλος διὰ τὸ γραφεῖον μας. ΓΕΩΡΓ. ΜΑΚΡΗΣ ΣΥΦΙΛΙΔΟΛΟΓΟΣ — ΔΕΡΜΑΤΟΛΟΓΟΣ. Σχολῆς Παρισίων, Διευθυντὴς Συφιλιδικοῦ Τμήματος Νοσοκομείου Ἀθηνῶν. ΧΑΛΚΟΚΟΝΔΥΛΗ 30 (ὄπισθ. Ἀκροπόλεως). ΕΛΒΕΤΙΚΗ Ἀσφαλιστικὴ Ἑταιρεία κατὰ τῶν δυστυχημάτων ΕΝ "ΒΙΝΤΕΡΤΟΥΡ" ΑΝΩΝΥΜΟΣ ΕΤΑΙΡΕΙΑ ΙΔΡΥΘΕΙΣΑ ΤΩ 1875 Κεφάλαιον 10 ἑκατομ. φράγκων. Ἀποθεματικὰ 31-12-18. Ἀσφαλίσεις κατὰ παντὸς κινδύνου. Ἀντιπρόσωπος ἐν Ἑλλάδι Ἐν Ἀθήναις (Σταδίου 24) ΕΛΩΔΕΙΣ ΠΥΡΕΤΟΙ Θέρμες — Σπλήν. Ἀσφαλὴς θεραπεία διὰ τῆς Ἀντιπαλουδίνης. Ἡ Ἀντιπαλουδίνη ἐπιβεβαιοῦται ὡς ἀσφαλὲς φάρμακον. Εὑρίσκεται εἰς ὅλα τὰ φαρμακεῖα τῆς Ἑλλάδος.: [55, 51, 330, 1603]
- article-paragraph: Ν. Δημητρᾶτος (Γραμ. Κόμματος). Ἀπαντᾷ εἰς τὰς ἐνστάσεις καὶ ἐξηγεῖ ὅτι τὸ ζήτημα τῶν περιφερειῶν εἶναι καθαρῶς ὀργανωτικόν. Ὅταν ἡ ὀργάνωσις θὰ ἐπεκταθῇ, τότε θὰ ἀλλάξῃ καὶ ἡ διαίρεσις. Παρακαλεῖ τοὺς συνέδρους νὰ ψηφίσουν τὴν πρότασιν.: [610, 1128, 860, 1234]
- ad-beldam: Γενικὴ ἀντιπροσωπεία. Σταθερὰ τῶν ἀνταλλακτικῶν. ΧΑΡΙΛΑΟΣ ΠΑΡΑΣΚΕΥΑΙΔΗΣ Ἐκτεγεία.: [350, 1390, 590, 1435]
- ad-received: Ὁδοντόκρεμες Ἀγγλικαί, εἶδη Βαφεῖα, ὑφάσματα, κινηματογράφοι. Κεντρικὸν Κατάστημα Γ. ΦΟΡΤΟΥΝΑ καὶ Σία. Εὐπατρίδαι 112.: [350, 1497, 590, 1558]
- ad-typists: Μὴ πετᾶτε πλέον τὰς παλαιὰς ταινίας τῆς γραφομηχανῆς σας. Ἐπανομένα κάποιο πιὸ καλὸ.: [350, 1644, 590, 1689]
- candidate-list: κοῦ ὁ Ἀδάνης. 2) Γεωργιάδης Π., διευθυντὴς τοῦ Ρ. 3) Δημητρᾶτος Ν., μέλος τῆς Κ. Ε. καὶ Γενικὸς Γραμματεὺς τοῦ Κόμματος. 4) Σίδερις Α. 5) Χαλκίδης, ἐργάτης. 6) Παπαπαναγιώτου Ν. Γραμματεὺς τοῦ Κόμματος ἐν Θεσσαλίᾳ.: [1349, 152, 1550, 303]
- article-paragraph: ΑΡΒΑΝΙΤΗΣ. Λέγει ὅτι διαφωνεῖ μὲ τὴν εἰσήγησιν καὶ ὅτι ἡ ὀργάνωσις εἰς τὴν ἐπαρχίαν πρέπει νὰ ἐνισχυθῇ. Ἡ διαίρεσις τῶν ζωνῶν ἔχει ἀποφασισθῆ ἀπὸ τὸ προηγούμενον Συνέδριον καὶ πρέπει νὰ ἐφαρμοσθῇ ἐν τῇ πράξει. Αἱ πόλεις αἱ ὁποῖαι ἔχουν πολλοὺς ἐργάτας πρέπει νὰ ἔχουν ἰδιαιτέραν περιφέρειαν.: [610, 1323, 860, 1444]
- article-paragraph: Τὸ συνέδριον ἐπέκρινε ὡς ἑξῆς τὰς περιφερείας: Νομὸς Ἀττικοβοιωτίας, Ἀρχιπελάγους, Πελοποννήσου, Θεσσαλίας καὶ Ἠπείρου, Μακεδονίας καὶ Θράκης. Εἰς ἑκάστην περιφέρειαν θὰ ἐκλεγῇ ἐπιτροπὴ ἐξ ἑπτὰ μελῶν. Ἡ ἐκλογὴ θὰ γίνῃ διὰ μυστικῆς ψηφοφορίας ἐντὸς τοῦ Συνεδρίου.: [350, 989, 590, 1110]
- section-heading-larissa: ΝΟΜΟΣ ΛΑΡΙΣΣΗΣ: [1166, 440, 1288, 455]
- column-5: [1127, 51, 1560, 2181]
- ad-heading-beldam: BELDAM: [380, 1316, 560, 1363]
- section-heading-cabinet: ΤΟ ΥΠΟΥΡΓΙΚΟΝ ΣΥΜΒΟΥΛΙΟΝ: [1394, 1053, 1506, 1082]
- ad-heading-typists: ΔΑΚΤΥΛΟΓΡΑΦΟΙ: [405, 1629, 535, 1645]
- headline-strike-sub: ΕΙΣ ΤΟ ΔΙΚΤΥΟΝ ΤΩΝ ΕΛΛΗΝΙΚΩΝ ΣΙΔΗΡΟΔΡΟΜΩΝ: [1175, 638, 1502, 655]
- ad-heading-cars: ΑΥΤΟΚΙΝΗΤΑ: [116, 1077, 269, 1108]
- ad-heading-winterthur: ΕΝ "ΒΙΝΤΕΡΤΟΥΡ": [90, 1354, 295, 1383]
- ad-heading-ophthalmology: ΟΦΘΑΛΜΟΛΟΓΙΚΗ: [90, 677, 295, 702]
- column-3: [610, 181, 860, 2181]
- candidates-right: [1349, 152, 1550, 589]
- column-rule: [600, 181, 602, 2181]
- article-paragraph: ΣΙΔΕΡΗΣ — ΠΑΠΑΝΙΚΟΛΟΠΟΥΛΟΣ εἰσί τὴν ἰδίαν πρότασιν ἀναλύσεως αὐτῆς. ΑΡΔΙΤΗΣ. Νὰ δοθῇ τὸ ζήτημα εἰς τὴν Κ. Ἐπιτροπήν διὰ νὰ τὸ λύσῃ.: [880, 135, 1110, 195]
- article-paragraph: Ν. Δημητρᾶτος (Γραμ. Κόμματος). Ἀπαντᾷ εἰς τὰς ἐνστάσεις καὶ ἐξηγεῖ ὅτι τὸ ζήτημα τῶν περιφερειῶν εἶναι καθαρῶς ὀργανωτικόν. Ὅταν ἡ ὀργάνωσις θὰ ἐπεκταθῇ, τότε θὰ ἀλλάξῃ καὶ ἡ διαίρεσις. Παρακαλεῖ τοὺς συνέδρους νὰ ψηφίσουν τὴν πρότασιν.: [610, 1706, 860, 1812]
- ad-heading-agency: ΠΡΑΚΤΟΡΕΙΟΝ: [97, 994, 288, 1020]
- ad-dermatology: Τὸ ἐκζέματα, ἡ ψωρίασις, τὰ σπυριά, τὰ ἐφηλίδες καὶ τὰ πάσης φύσεως δερματικὰ νοσήματα εἰς τὸ ΙΑΤΡΕΙΟΝ τοῦ ἰατροῦ Γ. ΠΟΥΛΟΠΟΥΛΟΥ, ἐπιμελητοῦ τῆς Πανεπιστημιακῆς Κλινικῆς. ΟΔΟΣ ΕΥΡΙΠΙΔΟΥ 40. 10-12 π.μ. καὶ 1 μ.μ.: [55, 561, 330, 652]
- subscription-row: ΤΡΙΜΗΝΟΣ 16: [55, 158, 330, 171]
- ad-heading-received: ΠΑΡΕΛΗΦΘΗΣΑΝ: [394, 1479, 546, 1498]
- article-paragraph: Μία ἀπεργία τῶν τροχιοδρομικῶν εἰς τὸν Πειραιᾶ ἀποδεικνύει τὴν ἀνάγκην τῆς ἑνώσεως τῶν ἐργατῶν. Οἱ ἐργάται ἀπεφάσισαν νὰ συνεχίσουν τὸν ἀγῶνα μέχρις ὅτου ἱκανοποιηθοῦν τὰ αἰτήματά των. Ἡ Ἑταιρεία ἀρνεῖται νὰ δεχθῇ τὰς ἀξιώσεις.: [880, 758, 1110, 879]
- article-paragraph: Κατὰ τὴν συζήτησιν οἱ σύνεδροι ἐξέφρασαν διαφόρους ἀπόψεις. Οἱ ἀντιπρόσωποι τῆς Μακεδονίας ὑπεστήριξαν τὴν διατήρησιν τῆς ἰδιαιτέρας περιφερείας διὰ τὴν Θεσσαλονίκην, τὴν Καβάλλαν καὶ τὴν Δράμαν, καθότι αἱ πόλεις αὗται ἔχουν μεγάλον ἀριθμὸν καπνεργατῶν.: [610, 378, 860, 499]
- article-paragraph: ΚΑΤΣΙΓΙΑΝΝΗΣ. Ἀνάγκη νὰ καθορισθοῦν αἱ περιφέρειαι βάσει τῶν ἐργατικῶν κέντρων καὶ ὄχι βάσει γεωγραφικῶν ὁρίων. ΣΤΑΥΡΙΔΗΣ. Γίνεται κάποια σύγχυσις. Τὸ ζήτημα εἶναι ἁπλοῦν καὶ πρέπει νὰ ψηφισθῇ ἀμέσως.: [880, 523, 1110, 630]
- headline-speakers: ΠΟΙΟΙ ΘΑ ΟΜΙΛΗΣΟΥΝ ΕΙΣ ΤΗΝ ΑΥΡΙΑΝΗΝ ΔΙΑΔΗΛΩΣΙΝ: [1173, 930, 1560, 950]
- article-paragraph: Ἡ Τσεχοσλοβακικὴ Κυβέρνησις ἀπεφάσισε τὴν ἀποστολὴν πρεσβείας εἰς τὴν Μόσχαν.: [1127, 1391, 1328, 1452]
- candidate-list: Ἀμμιόδης Π., ἐργάτης. Ἀλεξίου Δ., γενικὸς γραμματεὺς Κόμματος. Παπαδόπουλος Ν., καπνεργάτης. Κονταντῆς Κ. Σίδερης Λ., ἐργάτης. Μαυρίδης Ι.: [1127, 328, 1328, 434]
- article-paragraph: Πολλοὶ ἐκ τῶν σιδηροδρομικῶν ἀπεφάσισαν νὰ κηρύξουν ἀπεργίαν εἰς τὸ δίκτυον τῶν Ἑλληνικῶν Σιδηροδρόμων. Ἡ ἀπόφασις ἐλήφθη εἰς τὴν χθεσινὴν συνέλευσιν τῶν ἐργατῶν καὶ ὑπαλλήλων. Ἡ Διοίκησις ἀρνεῖται νὰ ἱκανοποιήσῃ τὰς ἀξιώσεις των, διὸ ἡ ἀπεργία θεωρεῖται βεβαία. Τὰ αἰτήματα εἶναι 1) Αὔξησις ἡμερομισθίων. 2) Ὀκτάωρον. 3) Ἀναγνώρισις τοῦ σωματείου.: [1127, 654, 1328, 913]
- article-paragraph: Τὸ συνέδριον ἐπέκρινε ὡς ἑξῆς τὰς περιφερείας: Νομὸς Ἀττικοβοιωτίας, Ἀρχιπελάγους, Πελοποννήσου, Θεσσαλίας καὶ Ἠπείρου, Μακεδονίας καὶ Θράκης. Εἰς ἑκάστην περιφέρειαν θὰ ἐκλεγῇ ἐπιτροπὴ ἐξ ἑπτὰ μελῶν. Ἡ ἐκλογὴ θὰ γίνῃ διὰ μυστικῆς ψηφοφορίας ἐντὸς τοῦ Συνεδρίου.: [350, 718, 590, 840]
- paper-name: ΡΙΖΟΣΠΑΣΤΗΣ: [55, 51, 311, 93]
- ad-syrkozol: Γραμματοθυρίδα 24. Ἀθῆναι. Διὰ τὰς λάθους ὀφθαλμικὰς θεραπείας.: [55, 936, 330, 966]
- article-paragraph: Αὐτοῦ ὑπογράφεται ἡ προσωρινὴ εἰρήνη μεταξὺ τῶν Ἰταλῶν καὶ Ἀλβανῶν.: [1127, 1302, 1328, 1348]
- section-heading-proposal: Η ΠΡΟΤΑΣΙΣ: [429, 700, 511, 715]
- ad-free: Ὅσοι πάσχουν ἀπὸ βλεννόρροιαν δὲν ἔχουν παρὰ νὰ στείλουν εἰς τὴν Διεύθυνσιν μας ἀπευθυνόμενοι πρὸς: [55, 839, 330, 885]
- section-heading-discussion: Η ΣΥΖΗΤΗΣΙΣ: [690, 232, 780, 247]
